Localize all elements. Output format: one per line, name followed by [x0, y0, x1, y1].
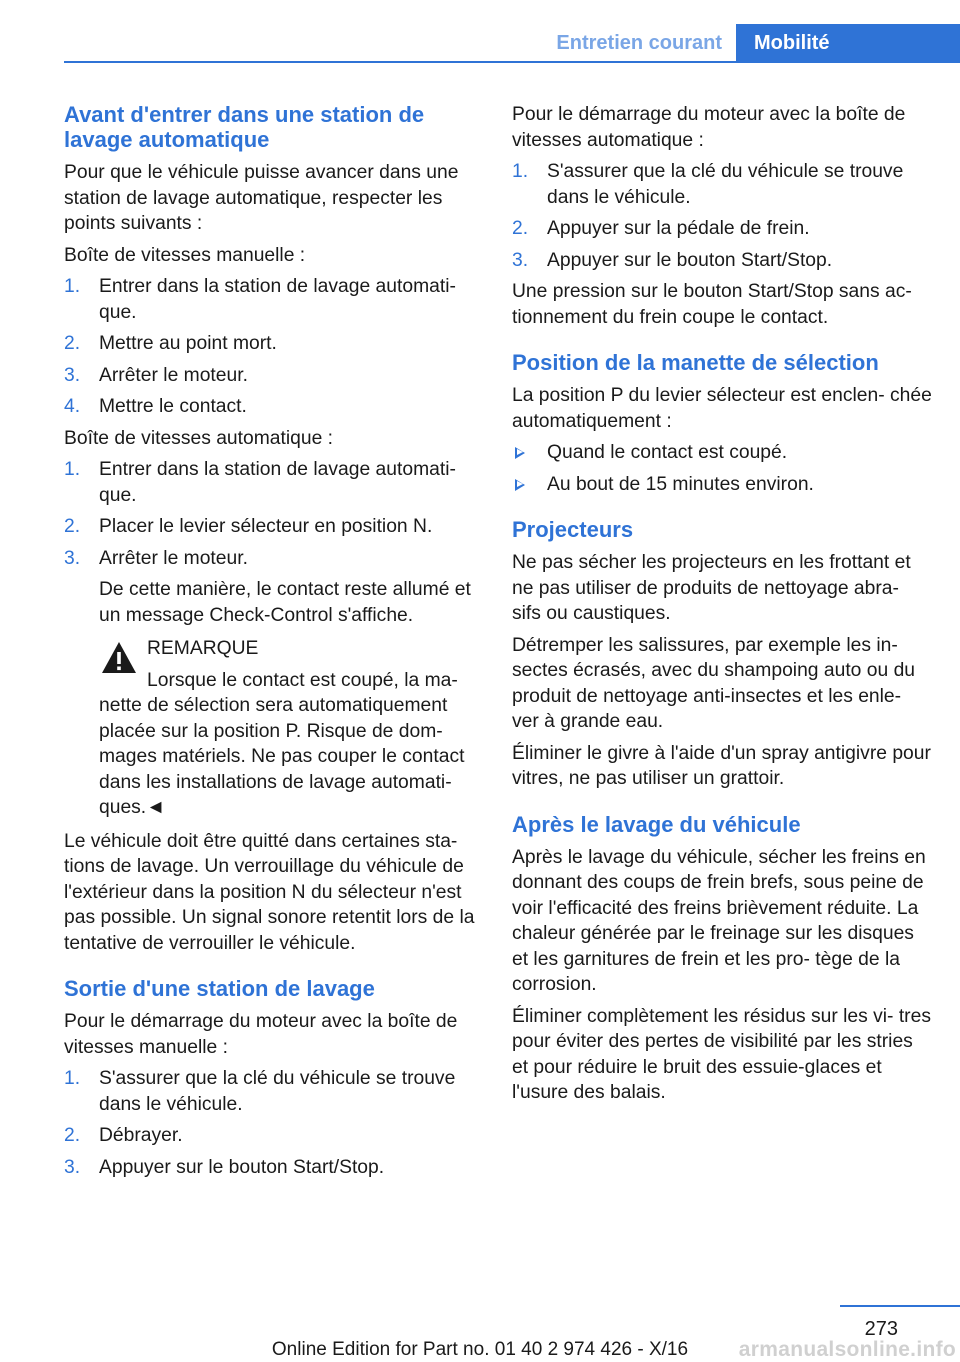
- step-text: Débrayer.: [99, 1125, 183, 1146]
- manual-steps-list: [64, 274, 478, 420]
- auto-start-steps-list: [512, 159, 932, 273]
- heading-exit-car-wash: Sortie d'une station de lavage: [64, 976, 375, 1001]
- paragraph: Détremper les salissures, par exemple les in‐ sectes écrasés, avec du shampoing auto ou du produit de nettoyage anti-insectes et les enle‐ ver à grande eau.: [512, 634, 916, 732]
- paragraph: Une pression sur le bouton Start/Stop sans ac‐ tionnement du frein coupe le contact.: [512, 281, 912, 328]
- step-text: Placer le levier sélecteur en position N.: [99, 516, 433, 537]
- header-rule: [64, 61, 960, 63]
- list-item: [64, 1155, 478, 1181]
- warning-note: [99, 636, 478, 821]
- list-item: [64, 274, 478, 325]
- paragraph: Boîte de vitesses automatique :: [64, 427, 334, 449]
- paragraph: Pour le démarrage du moteur avec la boîte de vitesses manuelle :: [64, 1011, 458, 1058]
- paragraph: Pour le démarrage du moteur avec la boîte de vitesses automatique :: [512, 104, 906, 151]
- step-text: S'assurer que la clé du véhicule se trouve dans le véhicule.: [547, 161, 904, 208]
- list-item: [512, 440, 932, 466]
- step-subtext: De cette manière, le contact reste allumé et un message Check-Control s'affiche.: [99, 579, 471, 626]
- watermark: armanualsonline.info: [738, 1338, 956, 1361]
- step-number: 1.: [512, 161, 529, 182]
- list-item: [64, 363, 478, 389]
- list-item: [64, 394, 478, 420]
- paragraph: Éliminer le givre à l'aide d'un spray antigivre pour vitres, ne pas utiliser un grattoir.: [512, 742, 931, 789]
- step-text: Appuyer sur le bouton Start/Stop.: [99, 1156, 385, 1178]
- edition-footer: Online Edition for Part no. 01 40 2 974 426 - X/16: [271, 1339, 689, 1360]
- list-item: [512, 248, 932, 274]
- left-column: [64, 102, 478, 1186]
- triangle-bullet-icon: [515, 447, 525, 459]
- right-column: [512, 102, 932, 1112]
- step-number: 4.: [64, 396, 81, 417]
- heading-before-car-wash: Avant d'entrer dans une station de lavage automatique: [64, 102, 425, 152]
- heading-after-wash: Après le lavage du véhicule: [512, 811, 801, 837]
- step-text: Entrer dans la station de lavage automati‐ que.: [99, 276, 456, 323]
- bullet-text: Au bout de 15 minutes environ.: [547, 473, 814, 495]
- list-item: [64, 457, 478, 508]
- step-number: 1.: [64, 276, 81, 297]
- step-number: 3.: [512, 249, 529, 271]
- step-number: 3.: [64, 1156, 81, 1178]
- exit-steps-list: [64, 1066, 478, 1180]
- list-item: [512, 159, 932, 210]
- step-text: Arrêter le moteur.: [99, 547, 248, 569]
- list-item: [64, 546, 478, 629]
- heading-headlights: Projecteurs: [512, 517, 634, 542]
- step-text: Arrêter le moteur.: [99, 364, 248, 386]
- step-text: Mettre au point mort.: [99, 333, 277, 354]
- step-number: 2.: [64, 333, 81, 354]
- paragraph: Après le lavage du véhicule, sécher les freins en donnant des coups de frein brefs, sous peine de voir l'efficacité des freins brièvement réduite. La chaleur générée par le freinage sur les disques et les garnitures de frein et les pro‐ tège de la corrosion.: [512, 846, 926, 995]
- step-number: 3.: [64, 547, 81, 569]
- list-item: [512, 216, 932, 242]
- note-text: Lorsque le contact est coupé, la ma‐ nette de sélection sera automatiquement placée sur la position P. Risque de dom‐ mages matériels. Ne pas couper le contact dans les installations de lavage automati‐ ques.◄: [99, 669, 465, 818]
- paragraph: La position P du levier sélecteur est enclen‐ chée automatiquement :: [512, 385, 932, 432]
- step-number: 3.: [64, 364, 81, 386]
- page-number: 273: [864, 1318, 898, 1340]
- paragraph: Le véhicule doit être quitté dans certaines sta‐ tions de lavage. Un verrouillage du véhicule de l'extérieur dans la position N du sélecteur n'est pas possible. Un signal sonore retentit lors de la tentative de verrouiller le véhicule.: [64, 830, 475, 954]
- selector-bullet-list: [512, 440, 932, 497]
- bullet-text: Quand le contact est coupé.: [547, 442, 788, 463]
- list-item: [64, 1123, 478, 1149]
- list-item: [512, 472, 932, 498]
- step-number: 2.: [64, 1125, 81, 1146]
- triangle-bullet-icon: [515, 479, 525, 491]
- paragraph: Boîte de vitesses manuelle :: [64, 244, 306, 266]
- paragraph: Ne pas sécher les projecteurs en les frottant et ne pas utiliser de produits de nettoyage abra‐ sifs ou caustiques.: [512, 552, 911, 624]
- auto-steps-list: [64, 457, 478, 628]
- warning-icon: [99, 638, 139, 678]
- step-text: Mettre le contact.: [99, 396, 247, 417]
- step-number: 2.: [512, 218, 529, 239]
- list-item: [64, 514, 478, 540]
- step-number: 1.: [64, 459, 81, 480]
- step-text: S'assurer que la clé du véhicule se trouve dans le véhicule.: [99, 1068, 456, 1115]
- note-title: REMARQUE: [147, 638, 259, 659]
- paragraph: Pour que le véhicule puisse avancer dans une station de lavage automatique, respecter les points suivants :: [64, 162, 459, 234]
- paragraph: Éliminer complètement les résidus sur les vi‐ tres pour éviter des pertes de visibilité par les stries et pour réduire le bruit des essuie-glaces et l'usure des balais.: [512, 1005, 931, 1103]
- section-tab: Entretien courant: [556, 32, 722, 54]
- list-item: [64, 1066, 478, 1117]
- step-number: 1.: [64, 1068, 81, 1089]
- step-number: 2.: [64, 516, 81, 537]
- step-text: Entrer dans la station de lavage automati‐ que.: [99, 459, 456, 506]
- list-item: [64, 331, 478, 357]
- step-text: Appuyer sur le bouton Start/Stop.: [547, 249, 833, 271]
- page-number-rule: [840, 1305, 960, 1307]
- chapter-tab: Mobilité: [736, 24, 960, 62]
- heading-selector-position: Position de la manette de sélection: [512, 350, 879, 375]
- step-text: Appuyer sur la pédale de frein.: [547, 218, 810, 239]
